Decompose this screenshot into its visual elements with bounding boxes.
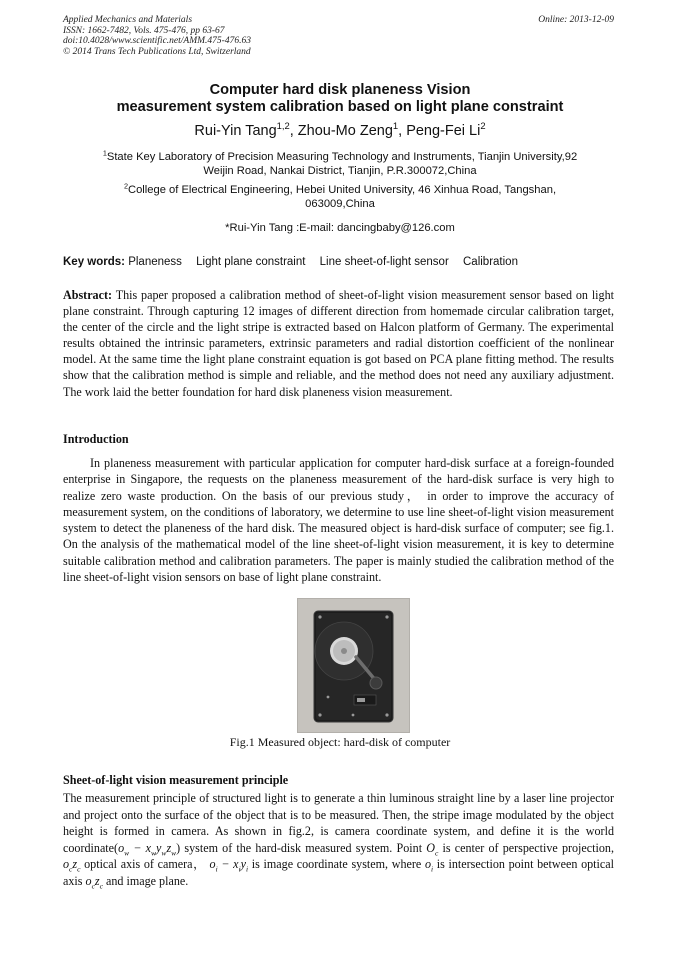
author-separator: , [289,123,298,139]
principle-text-part: optical axis of camera， [80,857,210,872]
figure-1-caption: Fig.1 Measured object: hard-disk of computer [229,735,451,749]
title-line-2: measurement system calibration based on light plane constraint [116,99,564,115]
online-date: Online: 2013-12-09 [538,15,614,25]
math-axis-oczc: $o_cz_c$ [63,857,81,874]
corresponding-email: *Rui-Yin Tang :E-mail: dancingbaby@126.com [225,222,455,234]
introduction-text: In planeness measurement with particular application for computer hard-disk surface at a foreign-founded enterprise in Singapore, the requests on the planeness measurement of the hard-disk surface is very high to realize zero waste production. On the basis of our previous study， in order to improve the accuracy of measurement system, on the conditions of laboratory, we determine to use line sheet-of-light vision measurement system to detect the planeness of the hard disk. The measured object is hard-disk surface of computer; see fig.1. On the analysis of the mathematical model of the line sheet-of-light vision measurement, it is key to determine suitable calibration method and calibration parameters. The paper is mainly studied the calibration method of the line sheet-of-light vision sensors on base of light plane constraint. [63,456,614,585]
affiliation-mark: 1 [102,148,107,158]
keywords [63,256,529,268]
abstract-text: This paper proposed a calibration method of sheet-of-light vision measurement sensor based on light plane constraint. Through capturing 12 images of different direction from homemade circular calibration target, the center of the circle and the light stripe is extracted based on Halcon platform of Germany. The experimental results obtained the intrinsic parameters, extrinsic parameters and radial distortion coefficient of the nonlinear model. At the same time the light plane constraint equation is got based on PCA plane fitting method. The results show that the calibration method is simple and reliable, and the method does not need any auxiliary adjustment. The work laid the better foundation for hard disk planeness vision measurement. [63,288,614,399]
section-heading-principle: Sheet-of-light vision measurement principle [63,773,289,787]
hard-disk-photo [297,598,410,733]
keyword: Light plane constraint [196,256,306,268]
abstract [63,287,614,400]
author-name: Peng-Fei Li [406,123,481,139]
affiliation-2 [60,183,620,211]
principle-text-part: is center of perspective projection, [438,840,614,855]
section-heading-introduction: Introduction [63,432,129,446]
math-axis-oczc: $o_cz_c$ [85,873,103,891]
publication-header [63,15,251,57]
principle-text [63,790,614,890]
affiliation-mark: 2 [123,181,128,191]
author-affiliation-mark: 2 [480,120,486,132]
author-affiliation-mark: 1 [392,120,399,132]
affiliation-line: Weijin Road, Nankai District, Tianjin, P.R.300072,China [203,165,477,177]
principle-text-part: ) system of the hard-disk measured system. Point [176,840,427,855]
title-line-1: Computer hard disk planeness Vision [209,82,471,98]
keyword: Calibration [463,256,518,268]
principle-text-part: is image coordinate system, where [248,857,425,872]
doi-line: doi:10.4028/www.scientific.net/AMM.475-476.63 [63,36,251,46]
author-separator: , [398,123,407,139]
math-point-oi: $o_i$ [424,857,434,874]
keywords-label: Key words: [63,256,125,268]
affiliation-1 [60,150,620,178]
principle-text-part: The measurement principle of structured light is to generate a thin luminous straight line by a laser line projector and project onto the surface of the object that is to be measured. Then, the stripe image modulated by the object height is formed in camera. As shown in fig.2, is camera coordinate system, and define it is the world coordinate( [63,791,614,855]
affiliation-line: College of Electrical Engineering, Hebei United University, 46 Xinhua Road, Tangshan, [127,184,557,196]
math-point-oc: $O_c$ [426,840,439,858]
author-affiliation-mark: 1,2 [276,120,290,132]
keyword: Line sheet-of-light sensor [319,256,449,268]
math-image-frame: $o_i - x_iy_i$ [209,857,249,874]
affiliation-line: 063009,China [305,198,375,210]
affiliation-line: State Key Laboratory of Precision Measuring Technology and Instruments, Tianjin University,92 [106,151,578,163]
author-list [40,120,640,139]
keyword: Planeness [128,256,182,268]
issn-line: ISSN: 1662-7482, Vols. 475-476, pp 63-67 [63,25,225,36]
principle-text-part: and image plane. [102,873,189,888]
journal-name: Applied Mechanics and Materials [63,15,193,25]
paper-title [40,82,640,116]
math-world-frame: $o_w - x_wy_wz_w$ [118,840,177,858]
author-name: Zhou-Mo Zeng [297,123,393,139]
copyright-line: © 2014 Trans Tech Publications Ltd, Switzerland [63,46,251,57]
principle-text-part: is intersection point between optical axis [63,857,614,888]
author-name: Rui-Yin Tang [194,123,277,139]
hard-disk-image [298,599,409,732]
abstract-label: Abstract: [63,288,113,302]
